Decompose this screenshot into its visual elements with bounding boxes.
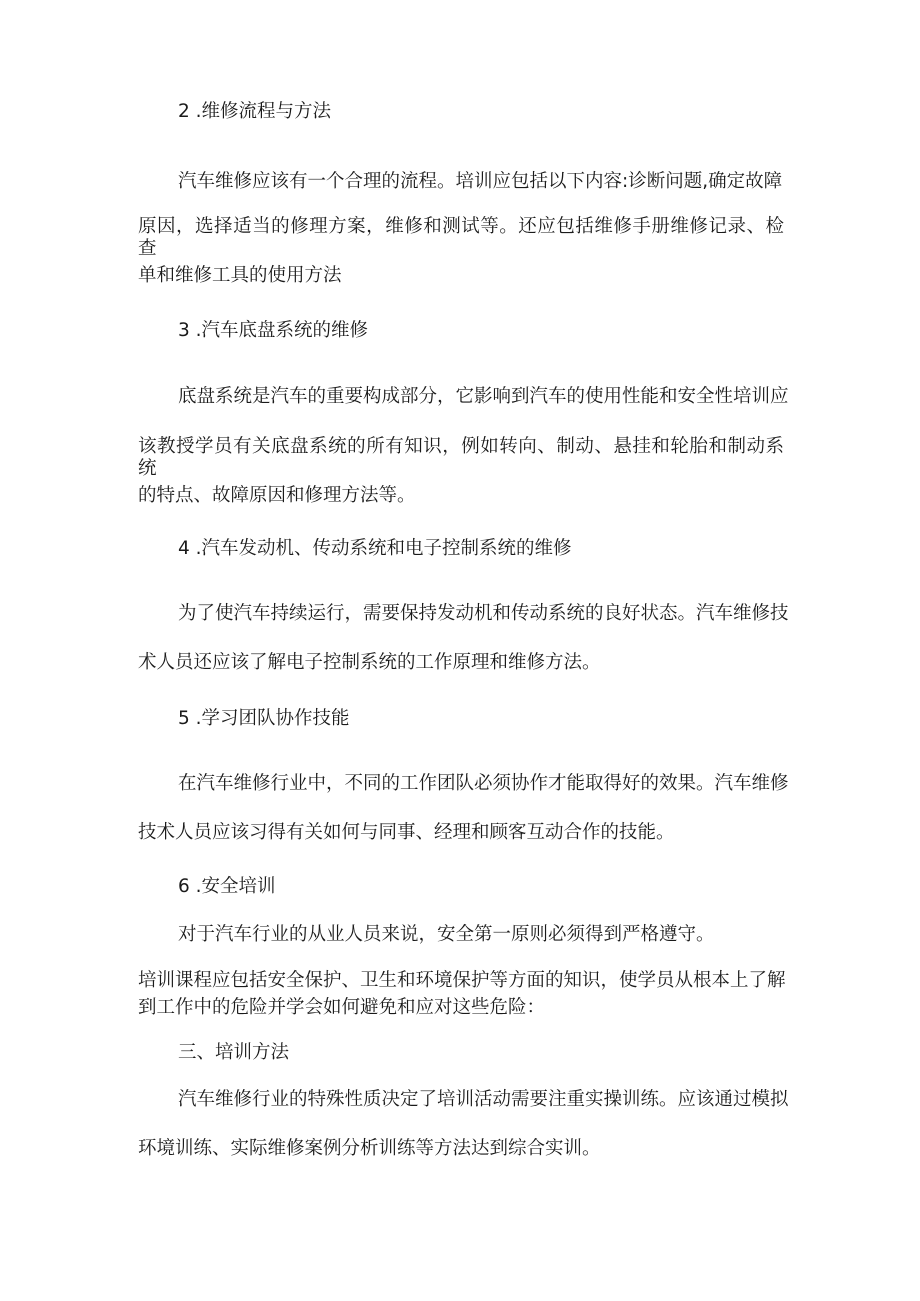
section-heading-three: 三、培训方法 [178,1042,290,1063]
paragraph-5-line-1: 在汽车维修行业中，不同的工作团队必须协作才能取得好的效果。汽车维修 [178,773,789,794]
paragraph-3-line-2: 该教授学员有关底盘系统的所有知识，例如转向、制动、悬挂和轮胎和制动系统 [138,436,784,479]
paragraph-6-first: 对于汽车行业的从业人员来说，安全第一原则必须得到严格遵守。 [178,924,715,945]
paragraph-6-line-2: 到工作中的危险并学会如何避免和应对这些危险： [138,997,546,1018]
paragraph-7-line-2: 环境训练、实际维修案例分析训练等方法达到综合实训。 [138,1138,601,1159]
paragraph-5-line-2: 技术人员应该习得有关如何与同事、经理和顾客互动合作的技能。 [138,822,675,843]
paragraph-6-line-1: 培训课程应包括安全保护、卫生和环境保护等方面的知识，使学员从根本上了解 [138,970,786,991]
paragraph-3-line-1: 底盘系统是汽车的重要构成部分，它影响到汽车的使用性能和安全性培训应 [178,386,789,407]
paragraph-4-line-1: 为了使汽车持续运行，需要保持发动机和传动系统的良好状态。汽车维修技 [178,603,789,624]
paragraph-2-line-3: 单和维修工具的使用方法 [138,265,342,286]
heading-4: 4 .汽车发动机、传动系统和电子控制系统的维修 [178,538,572,559]
heading-3: 3 .汽车底盘系统的维修 [178,320,369,341]
heading-6: 6 .安全培训 [178,876,276,897]
paragraph-4-line-2: 术人员还应该了解电子控制系统的工作原理和维修方法。 [138,652,601,673]
paragraph-2-line-2: 原因，选择适当的修理方案，维修和测试等。还应包括维修手册维修记录、检查 [138,216,784,259]
heading-2: 2 .维修流程与方法 [178,101,332,122]
paragraph-7-line-1: 汽车维修行业的特殊性质决定了培训活动需要注重实操训练。应该通过模拟 [178,1089,789,1110]
heading-5: 5 .学习团队协作技能 [178,708,350,729]
paragraph-2-line-1: 汽车维修应该有一个合理的流程。培训应包括以下内容:诊断问题,确定故障 [178,171,783,192]
paragraph-3-line-3: 的特点、故障原因和修理方法等。 [138,485,416,506]
